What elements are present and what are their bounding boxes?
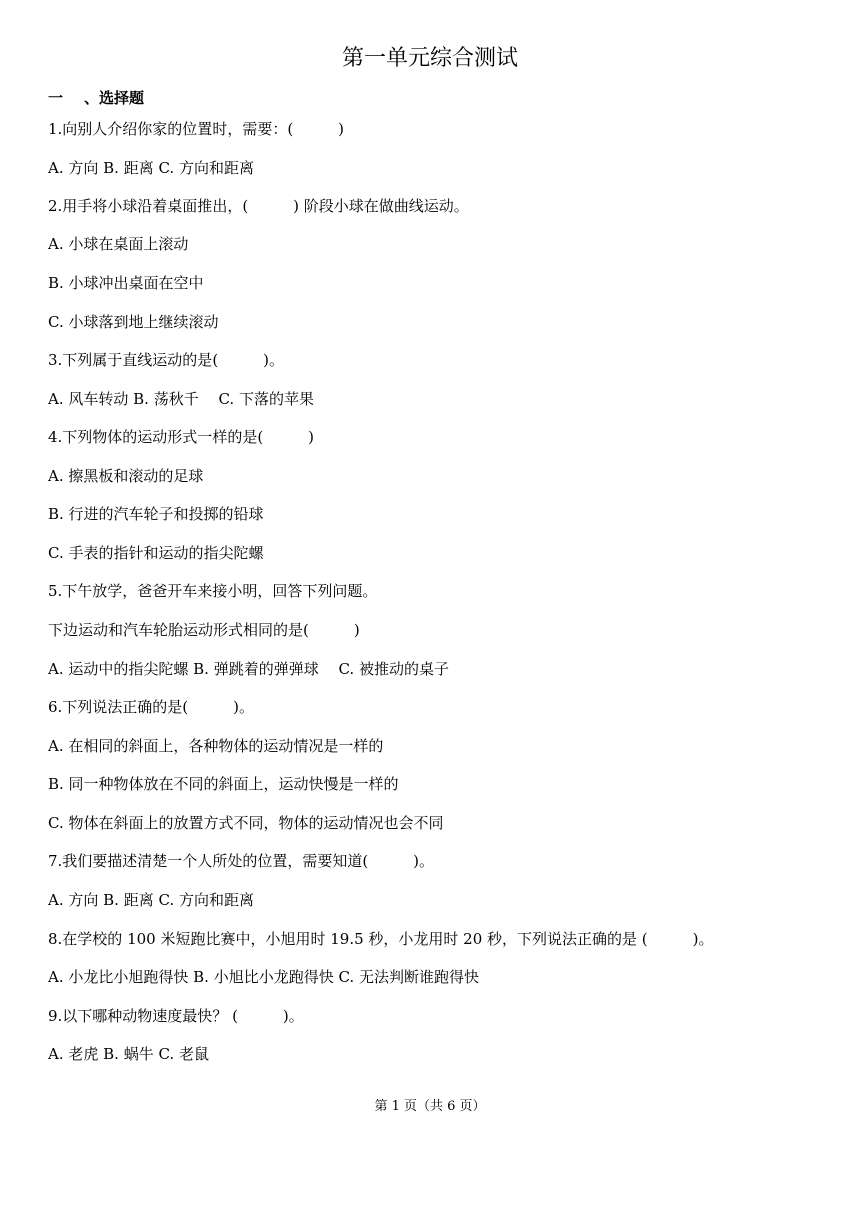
option-line: A. 在相同的斜面上，各种物体的运动情况是一样的 [48, 737, 384, 755]
section-number: 一 [48, 89, 64, 107]
question-line: 6.下列说法正确的是( )。 [48, 698, 255, 716]
question-line: 8.在学校的 100 米短跑比赛中，小旭用时 19.5 秒，小龙用时 20 秒，下列说法正确的是 ( )。 [48, 930, 714, 948]
question-line: 下边运动和汽车轮胎运动形式相同的是( ) [48, 621, 360, 639]
section-title: 、选择题 [84, 89, 145, 107]
option-line: A. 小龙比小旭跑得快 B. 小旭比小龙跑得快 C. 无法判断谁跑得快 [48, 968, 479, 986]
option-line: C. 小球落到地上继续滚动 [48, 313, 219, 331]
option-line: B. 行进的汽车轮子和投掷的铅球 [48, 505, 264, 523]
question-line: 5.下午放学，爸爸开车来接小明，回答下列问题。 [48, 582, 378, 600]
question-line: 1.向别人介绍你家的位置时，需要：( ) [48, 120, 345, 138]
option-line: C. 物体在斜面上的放置方式不同，物体的运动情况也会不同 [48, 814, 444, 832]
option-line: A. 老虎 B. 蜗牛 C. 老鼠 [48, 1045, 209, 1063]
section-heading [48, 86, 144, 110]
option-line: B. 小球冲出桌面在空中 [48, 274, 204, 292]
option-line: A. 方向 B. 距离 C. 方向和距离 [48, 891, 254, 909]
question-line: 7.我们要描述清楚一个人所处的位置，需要知道( )。 [48, 852, 435, 870]
option-line: A. 风车转动 B. 荡秋千 C. 下落的苹果 [48, 390, 314, 408]
page-footer: 第 1 页（共 6 页） [374, 1099, 486, 1114]
question-line: 4.下列物体的运动形式一样的是( ) [48, 428, 315, 446]
option-line: C. 手表的指针和运动的指尖陀螺 [48, 544, 264, 562]
option-line: A. 擦黑板和滚动的足球 [48, 467, 204, 485]
option-line: A. 方向 B. 距离 C. 方向和距离 [48, 159, 254, 177]
option-line: B. 同一种物体放在不同的斜面上，运动快慢是一样的 [48, 775, 399, 793]
question-line: 2.用手将小球沿着桌面推出，( ) 阶段小球在做曲线运动。 [48, 197, 469, 215]
question-line: 3.下列属于直线运动的是( )。 [48, 351, 285, 369]
page-title: 第一单元综合测试 [341, 46, 518, 71]
option-line: A. 小球在桌面上滚动 [48, 235, 189, 253]
question-line: 9.以下哪种动物速度最快？ ( )。 [48, 1007, 304, 1025]
option-line: A. 运动中的指尖陀螺 B. 弹跳着的弹弹球 C. 被推动的桌子 [48, 660, 449, 678]
